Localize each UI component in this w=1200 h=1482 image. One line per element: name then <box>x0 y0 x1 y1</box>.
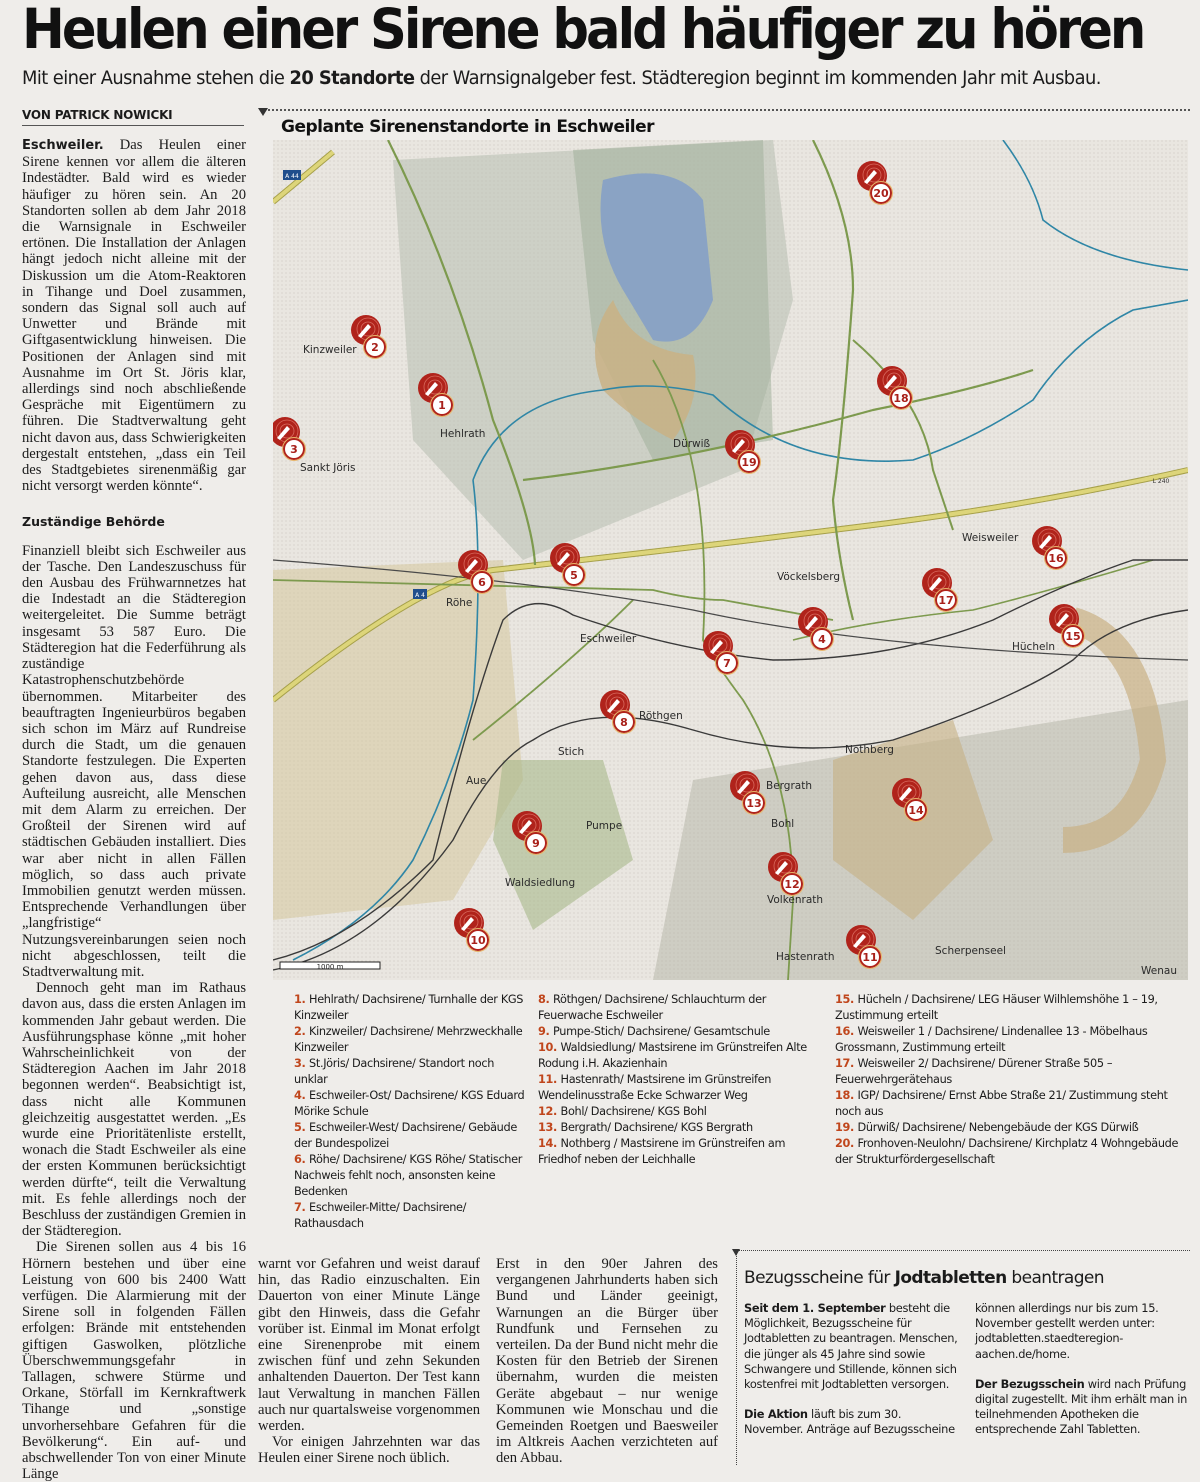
siren-legend-number: 13. <box>538 1121 561 1134</box>
place-label-eschweiler: Eschweiler <box>580 633 637 645</box>
siren-legend-text: Hücheln / Dachsirene/ LEG Häuser Wilhlemshöhe 1 – 19, Zustimmung erteilt <box>835 993 1158 1022</box>
article-column-2 <box>258 1256 480 1467</box>
siren-number-label: 15 <box>1065 630 1081 643</box>
infobox-divider <box>736 1250 1190 1251</box>
place-label-stich: Stich <box>558 746 585 758</box>
siren-legend-number: 9. <box>538 1025 554 1038</box>
place-label-duerwiss: Dürwiß <box>673 438 711 450</box>
siren-legend-number: 15. <box>835 993 858 1006</box>
siren-location-map <box>273 140 1188 980</box>
siren-legend-text: Weisweiler 2/ Dachsirene/ Dürener Straße 505 – Feuerwehrgerätehaus <box>835 1057 1113 1086</box>
siren-legend-item <box>835 1120 1195 1136</box>
siren-legend-text: Hastenrath/ Mastsirene im Grünstreifen Wendelinusstraße Ecke Schwarzer Weg <box>538 1073 772 1102</box>
siren-legend-item <box>294 1120 529 1152</box>
siren-number-label: 20 <box>873 187 889 200</box>
infobox-title-text: Bezugsscheine für <box>744 1268 895 1288</box>
infobox-side-divider <box>736 1250 737 1465</box>
siren-legend-text: Eschweiler-Ost/ Dachsirene/ KGS Eduard Mörike Schule <box>294 1089 525 1118</box>
infobox-text: können allerdings nur bis zum 15. November gestellt werden unter: <box>975 1301 1159 1331</box>
graphic-title: Geplante Sirenenstandorte in Eschweiler <box>281 117 655 137</box>
siren-number-label: 16 <box>1048 552 1064 565</box>
article-paragraph: Die Sirenen sollen aus 4 bis 16 Hörnern bestehen und über eine Leistung von 600 bis 2400 Watt verfügen. Die Alarmierung mit der Sirene soll in folgenden Fällen erfolgen: Brände mit entstehenden giftigen Gaswolken, plötzliche Überschwemmungsgefahr in Tallagen, schwere Stürme und Orkane, Störfall im Kernkraftwerk Tihange und „sonstige unvorhersehbare Gefahren für die Bevölkerung“. Ein auf- und abschwellender Ton von einer Minute Länge <box>22 1239 246 1482</box>
siren-legend-item <box>294 1024 529 1056</box>
siren-legend-text: Bergrath/ Dachsirene/ KGS Bergrath <box>560 1121 753 1134</box>
place-label-pumpe: Pumpe <box>586 820 623 832</box>
subhead-text-end: der Warnsignalgeber fest. Städteregion beginnt im kommenden Jahr mit Ausbau. <box>414 67 1101 89</box>
scale-bar-label: 1000 m <box>316 963 344 971</box>
siren-legend-number: 14. <box>538 1137 561 1150</box>
siren-legend-item <box>538 1024 828 1040</box>
siren-number-label: 8 <box>620 716 628 729</box>
place-label-roethgen: Röthgen <box>639 710 683 722</box>
siren-legend-number: 18. <box>835 1089 858 1102</box>
place-label-huecheln: Hücheln <box>1012 641 1056 653</box>
infobox-text: besteht die Möglichkeit, Bezugsscheine für Jodtabletten zu beantragen. Menschen, die jünger als 45 Jahre sind sowie Schwangere und Stillende, können sich kostenfrei mit Jodtabletten versorgen. <box>744 1301 958 1392</box>
article-paragraph: Vor einigen Jahrzehnten war das Heulen einer Sirene noch üblich. <box>258 1434 480 1467</box>
place-label-waldsiedlung: Waldsiedlung <box>505 877 576 889</box>
siren-legend-item <box>538 1136 828 1168</box>
place-label-weisweiler: Weisweiler <box>962 532 1019 544</box>
siren-legend-item <box>294 1056 529 1088</box>
place-label-sankt-joeris: Sankt Jöris <box>300 462 356 474</box>
paragraph-text: Das Heulen einer Sirene kennen vor allem die älteren Indestädter. Bald wird es wieder häufiger zu hören sein. An 20 Standorten sollen ab dem Jahr 2018 die Warnsignale in Eschweiler ertönen. Die Installation der Anlagen hängt jedoch nicht alleine mit der Diskussion um die Atom-Reaktoren in Tihange und Doel zusammen, sondern das Signal soll auch auf Unwetter und Brände mit Giftgasentwicklung hinweisen. Die Positionen der Anlagen sind mit Ausnahme im Ort St. Jöris klar, allerdings sind noch abschließende Gespräche mit Eigentümern zu führen. Die Stadtverwaltung geht nicht davon aus, dass Schwierigkeiten dergestalt entstehen, „dass ein Teil des Stadtgebietes sirenenmäßig gar nicht versorgt werden könnte“. <box>22 137 246 495</box>
siren-legend-number: 17. <box>835 1057 858 1070</box>
siren-number-label: 2 <box>371 341 379 354</box>
siren-number-label: 10 <box>470 934 486 947</box>
article-column-1 <box>22 137 246 1482</box>
infobox-text: läuft bis zum 30. November. Anträge auf Bezugsscheine <box>744 1407 955 1437</box>
road-shield-label: A 44 <box>285 173 299 180</box>
siren-legend-column-2 <box>538 992 828 1168</box>
siren-number-label: 9 <box>532 837 540 850</box>
infobox-lead: Seit dem 1. September <box>744 1301 886 1315</box>
siren-legend-number: 5. <box>294 1121 310 1134</box>
siren-legend-item <box>835 992 1195 1024</box>
infobox-column-2 <box>975 1301 1190 1453</box>
siren-legend-item <box>835 1024 1195 1056</box>
siren-number-label: 4 <box>818 633 826 646</box>
place-label-bergrath: Bergrath <box>766 780 812 792</box>
siren-legend-text: Eschweiler-Mitte/ Dachsirene/ Rathausdach <box>294 1201 467 1230</box>
siren-legend-text: Pumpe-Stich/ Dachsirene/ Gesamtschule <box>553 1025 770 1038</box>
siren-legend-text: Hehlrath/ Dachsirene/ Turnhalle der KGS Kinzweiler <box>294 993 524 1022</box>
siren-legend-number: 19. <box>835 1121 858 1134</box>
infobox-paragraph <box>744 1301 959 1392</box>
siren-legend-number: 8. <box>538 993 554 1006</box>
infobox-paragraph <box>975 1377 1190 1438</box>
article-paragraph: Dennoch geht man im Rathaus davon aus, dass die ersten Anlagen im kommenden Jahr gebaut werden. Die Ausführungsphase könne „mit hoher Wahrscheinlichkeit von der Städteregion Aachen im Jahr 2018 begonnen werden“. Beabsichtigt ist, dass nicht alle Kommunen gleichzeitig ausgestattet werden. „Es wurde eine Prioritätenliste erstellt, wonach die Stadt Eschweiler als eine der ersten Kommunen berücksichtigt werden dürfte“, teilt die Verwaltung mit. Es fehle allerdings noch der Beschluss der zuständigen Gremien in der Städteregion. <box>22 980 246 1240</box>
article-paragraph <box>22 137 246 494</box>
siren-number-label: 7 <box>723 657 731 670</box>
siren-number-label: 12 <box>784 878 800 891</box>
siren-number-label: 3 <box>290 443 298 456</box>
dateline: Eschweiler. <box>22 138 104 153</box>
infobox-title-emphasis: Jodtabletten <box>894 1268 1007 1288</box>
road-label-l240: L 240 <box>1152 478 1170 485</box>
siren-legend-column-1 <box>294 992 529 1232</box>
siren-legend-number: 1. <box>294 993 310 1006</box>
siren-legend-number: 3. <box>294 1057 310 1070</box>
subheadline <box>22 67 1101 89</box>
siren-legend-number: 11. <box>538 1073 561 1086</box>
siren-legend-column-3 <box>835 992 1195 1168</box>
siren-legend-text: IGP/ Dachsirene/ Ernst Abbe Straße 21/ Zustimmung steht noch aus <box>835 1089 1168 1118</box>
siren-legend-item <box>538 1120 828 1136</box>
place-label-volkenrath: Volkenrath <box>767 894 824 906</box>
siren-legend-item <box>538 992 828 1024</box>
siren-legend-number: 20. <box>835 1137 858 1150</box>
siren-legend-item <box>835 1088 1195 1120</box>
siren-legend-number: 4. <box>294 1089 310 1102</box>
siren-legend-number: 2. <box>294 1025 310 1038</box>
siren-number-label: 14 <box>908 804 924 817</box>
place-label-scherpenseel: Scherpenseel <box>935 945 1006 957</box>
siren-legend-item <box>835 1136 1195 1168</box>
siren-number-label: 13 <box>746 797 762 810</box>
subhead-emphasis: 20 Standorte <box>289 67 415 89</box>
siren-legend-text: Weisweiler 1 / Dachsirene/ Lindenallee 13 - Möbelhaus Grossmann, Zustimmung erteilt <box>835 1025 1148 1054</box>
siren-legend-number: 16. <box>835 1025 858 1038</box>
place-label-hastenrath: Hastenrath <box>776 951 835 963</box>
section-subtitle: Zuständige Behörde <box>22 514 165 530</box>
map-canvas <box>273 140 1188 980</box>
siren-legend-number: 7. <box>294 1201 310 1214</box>
siren-legend-text: Nothberg / Mastsirene im Grünstreifen am Friedhof neben der Leichhalle <box>538 1137 786 1166</box>
place-label-bohl: Bohl <box>771 818 795 830</box>
place-label-aue: Aue <box>466 775 487 787</box>
author-byline: VON PATRICK NOWICKI <box>22 108 244 126</box>
siren-legend-number: 10. <box>538 1041 561 1054</box>
place-label-hehlrath: Hehlrath <box>440 428 486 440</box>
siren-legend-item <box>538 1104 828 1120</box>
headline: Heulen einer Sirene bald häufiger zu hören <box>22 0 1144 61</box>
siren-legend-text: Fronhoven-Neulohn/ Dachsirene/ Kirchplatz 4 Wohngebäude der Strukturfördergesellschaft <box>835 1137 1179 1166</box>
siren-number-label: 19 <box>741 456 757 469</box>
siren-number-label: 5 <box>570 569 578 582</box>
siren-legend-text: Eschweiler-West/ Dachsirene/ Gebäude der Bundespolizei <box>294 1121 517 1150</box>
graphic-divider <box>260 109 1190 111</box>
siren-number-label: 17 <box>938 594 954 607</box>
siren-legend-text: St.Jöris/ Dachsirene/ Standort noch unklar <box>294 1057 495 1086</box>
infobox-lead: Der Bezugsschein <box>975 1376 1085 1391</box>
siren-legend-text: Kinzweiler/ Dachsirene/ Mehrzweckhalle Kinzweiler <box>294 1025 523 1054</box>
infobox-title <box>744 1268 1104 1288</box>
place-label-roehe: Röhe <box>446 597 473 609</box>
siren-legend-item <box>835 1056 1195 1088</box>
siren-number-label: 11 <box>862 951 878 964</box>
siren-number-label: 18 <box>893 392 909 405</box>
siren-legend-text: Röthgen/ Dachsirene/ Schlauchturm der Feuerwache Eschweiler <box>538 993 767 1022</box>
article-paragraph: Erst in den 90er Jahren des vergangenen Jahrhunderts haben sich Bund und Länder geeinigt, Warnungen an die Bürger über Rundfunk und Fernsehen zu verteilen. Da der Bund nicht mehr die Kosten für den Betrieb der Sirenen übernahm, wurden die meisten Geräte abgebaut – nur wenige Kommunen wie Monschau und die Gemeinden Roetgen und Baesweiler im Altkreis Aachen verzichteten auf den Abbau. <box>496 1256 718 1467</box>
place-label-kinzweiler: Kinzweiler <box>303 344 357 356</box>
siren-legend-item <box>294 1088 529 1120</box>
infobox-lead: Die Aktion <box>744 1407 808 1422</box>
article-paragraph: Finanziell bleibt sich Eschweiler aus der Tasche. Den Landeszuschuss für den Ausbau des Frühwarnnetzes hat die Indestadt an die Städteregion weitergeleitet. Die Summe beträgt insgesamt 53 587 Euro. Die Städteregion hat die Federführung als zuständige Katastrophenschutzbehörde übernommen. Mitarbeiter des beauftragten Ingenieurbüros begaben sich schon im März auf Rundreise durch die Stadt, um die genauen Standorte festzulegen. Die Experten gehen davon aus, dass diese Aufteilung ausreicht, alle Menschen mit dem Alarm zu erreichen. Der Großteil der Sirenen wird auf städtischen Gebäuden installiert. Dies war aber nicht in allen Fällen möglich, so dass auch private Immobilien genutzt werden müssen. Entsprechende Verhandlungen über „langfristige“ Nutzungsvereinbarungen seien noch nicht abgeschlossen, teilt die Stadtverwaltung mit. <box>22 542 246 980</box>
siren-legend-item <box>294 1200 529 1232</box>
siren-legend-item <box>538 1072 828 1104</box>
siren-legend-text: Röhe/ Dachsirene/ KGS Röhe/ Statischer Nachweis fehlt noch, ansonsten keine Bedenken <box>294 1153 523 1198</box>
place-label-wenau: Wenau <box>1141 965 1177 977</box>
siren-legend-item <box>538 1040 828 1072</box>
infobox-title-text-end: beantragen <box>1006 1268 1104 1288</box>
graphic-marker-icon <box>258 108 268 116</box>
road-shield-label: A 4 <box>415 592 425 599</box>
infobox-marker-icon <box>732 1249 740 1256</box>
place-label-nothberg: Nothberg <box>845 744 894 756</box>
subhead-text: Mit einer Ausnahme stehen die <box>22 67 290 89</box>
siren-number-label: 1 <box>438 399 446 412</box>
article-paragraph: warnt vor Gefahren und weist darauf hin, das Radio einzuschalten. Ein Dauerton von einer Minute Länge gibt den Hinweis, dass die Gefahr vorüber ist. Einmal im Monat erfolgt eine Sirenenprobe mit einem zwischen fünf und zehn Sekunden anhaltenden Dauerton. Der Test kann laut Verwaltung in manchen Fällen auch nur quartalsweise vorgenommen werden. <box>258 1256 480 1435</box>
infobox-text: wird nach Prüfung digital zugestellt. Mit ihm erhält man in teilnehmenden Apotheken die entsprechende Zahl Tabletten. <box>975 1376 1188 1437</box>
infobox-paragraph <box>975 1301 1190 1362</box>
siren-number-label: 6 <box>478 576 486 589</box>
siren-legend-text: Dürwiß/ Dachsirene/ Nebengebäude der KGS Dürwiß <box>857 1121 1139 1134</box>
infobox-paragraph <box>744 1407 959 1437</box>
place-label-voeckelsberg: Vöckelsberg <box>777 571 841 583</box>
infobox-url: jodtabletten.staedteregion-aachen.de/home. <box>975 1331 1124 1361</box>
siren-legend-text: Waldsiedlung/ Mastsirene im Grünstreifen Alte Rodung i.H. Akazienhain <box>538 1041 807 1070</box>
siren-legend-number: 6. <box>294 1153 310 1166</box>
siren-legend-item <box>294 992 529 1024</box>
siren-legend-number: 12. <box>538 1105 561 1118</box>
siren-legend-item <box>294 1152 529 1200</box>
infobox-column-1 <box>744 1301 959 1438</box>
siren-legend-text: Bohl/ Dachsirene/ KGS Bohl <box>560 1105 707 1118</box>
article-column-3 <box>496 1256 718 1467</box>
